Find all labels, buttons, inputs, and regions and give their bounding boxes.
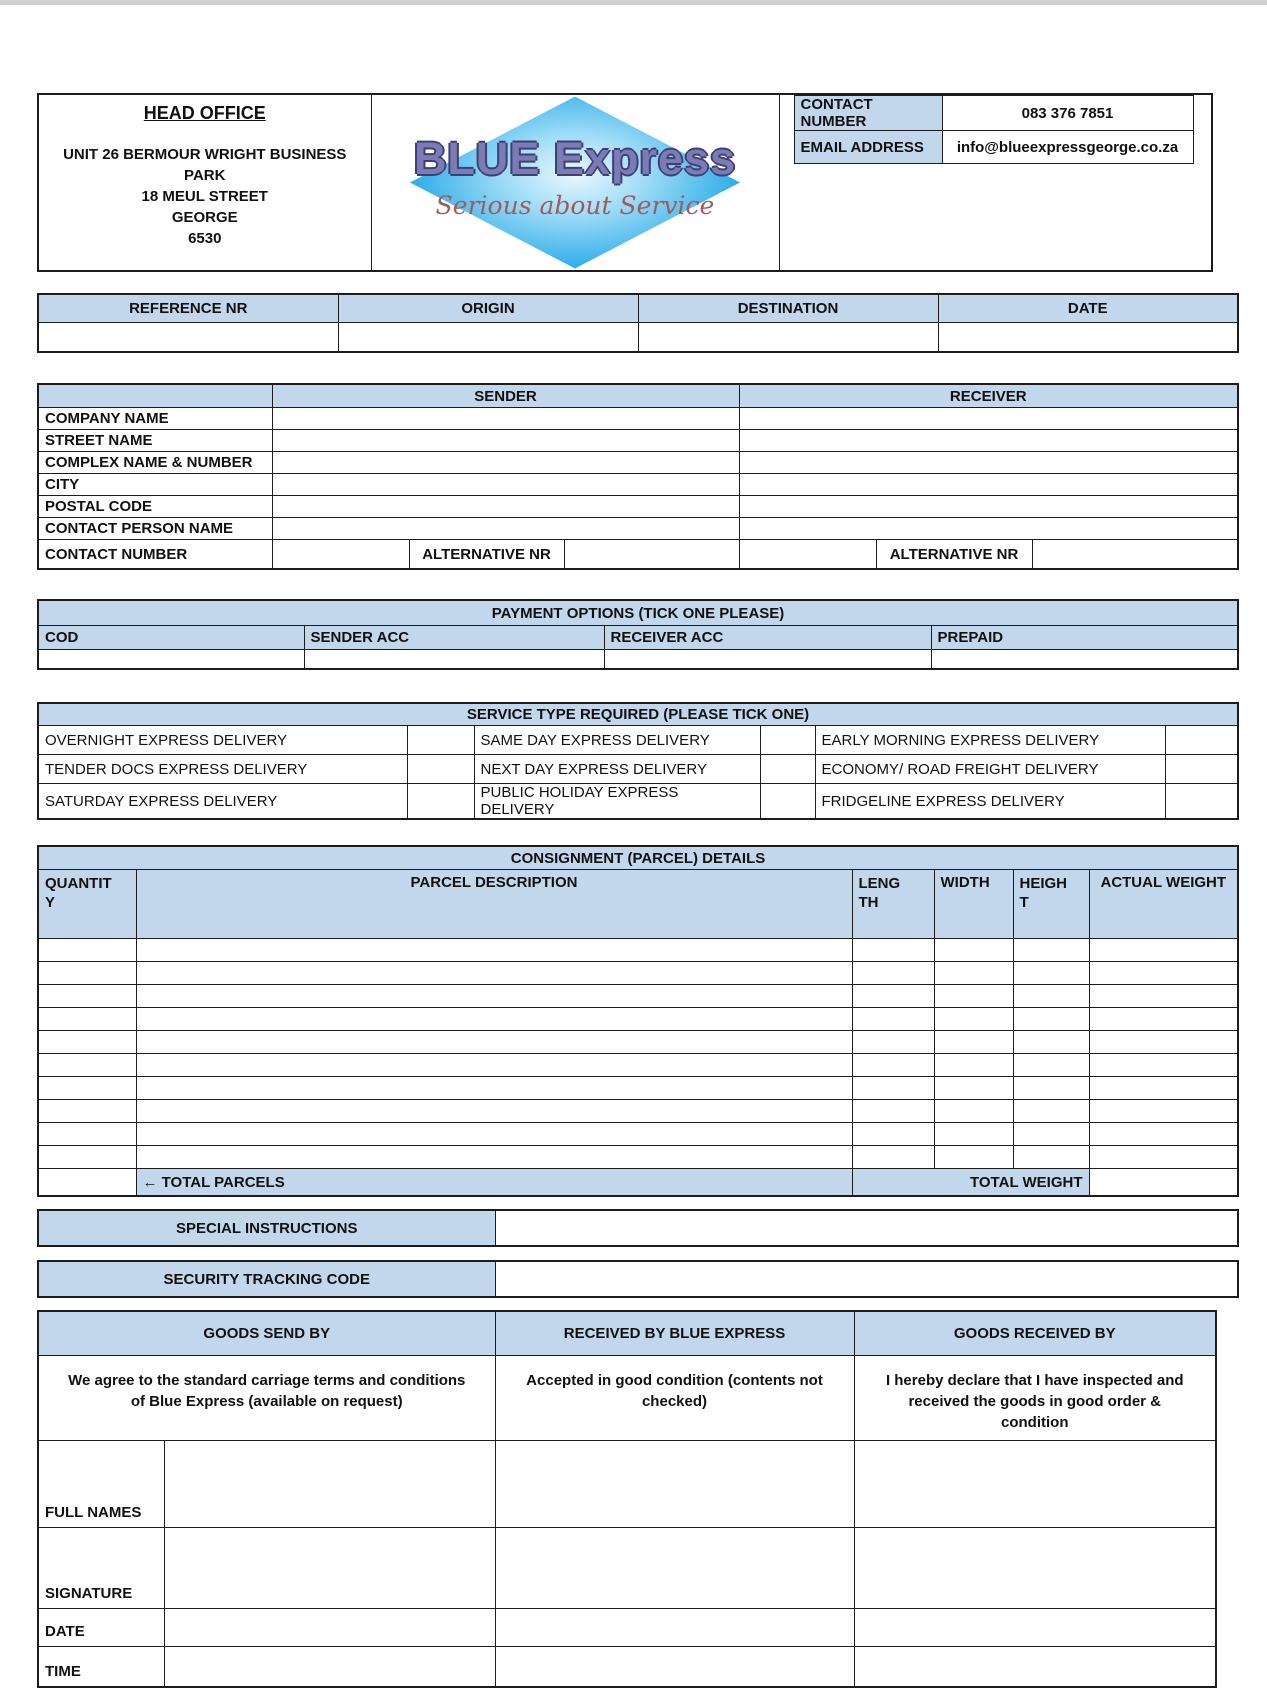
page-edge-strip	[0, 0, 1267, 5]
receiver-full-names-cell[interactable]	[854, 1441, 1216, 1528]
fridgeline-express-label: FRIDGELINE EXPRESS DELIVERY	[815, 784, 1165, 820]
address-line-2: 18 MEUL STREET	[141, 188, 268, 205]
receiver-header: RECEIVER	[739, 384, 1238, 408]
height-input-cell[interactable]	[1013, 1077, 1089, 1100]
saturday-express-label: SATURDAY EXPRESS DELIVERY	[38, 784, 407, 820]
actual-weight-input-cell[interactable]	[1089, 1008, 1238, 1031]
tender-docs-express-tick-cell[interactable]	[407, 755, 474, 784]
courier-signature-cell[interactable]	[495, 1528, 854, 1609]
quantity-input-cell[interactable]	[38, 1123, 136, 1146]
economy-road-freight-tick-cell[interactable]	[1165, 755, 1238, 784]
height-input-cell[interactable]	[1013, 985, 1089, 1008]
cod-label: COD	[38, 626, 304, 650]
receiver-contact-person-cell[interactable]	[739, 518, 1238, 540]
receiver-acc-tick-cell[interactable]	[604, 650, 931, 670]
service-type-table	[37, 702, 1239, 820]
consignment-row	[38, 1146, 1238, 1169]
receiver-alternative-nr-label: ALTERNATIVE NR	[876, 540, 1032, 570]
header-table	[37, 93, 1213, 272]
public-holiday-express-tick-cell[interactable]	[760, 784, 815, 820]
courier-acceptance-statement: Accepted in good condition (contents not checked)	[495, 1356, 854, 1441]
special-instructions-table	[37, 1209, 1239, 1247]
quantity-input-cell[interactable]	[38, 1077, 136, 1100]
goods-send-by-header: GOODS SEND BY	[38, 1311, 495, 1356]
actual-weight-input-cell[interactable]	[1089, 1146, 1238, 1169]
actual-weight-input-cell[interactable]	[1089, 1054, 1238, 1077]
same-day-express-tick-cell[interactable]	[760, 726, 815, 755]
quantity-input-cell[interactable]	[38, 1146, 136, 1169]
quantity-input-cell[interactable]	[38, 939, 136, 962]
prepaid-label: PREPAID	[931, 626, 1238, 650]
same-day-express-label: SAME DAY EXPRESS DELIVERY	[474, 726, 760, 755]
sender-signature-cell[interactable]	[164, 1528, 495, 1609]
length-input-cell[interactable]	[852, 1123, 934, 1146]
consignment-row	[38, 1054, 1238, 1077]
special-instructions-label: SPECIAL INSTRUCTIONS	[38, 1210, 495, 1246]
length-header: LENGTH	[852, 870, 934, 939]
width-input-cell[interactable]	[934, 1054, 1013, 1077]
receiver-declaration-statement: I hereby declare that I have inspected and received the goods in good order & condition	[854, 1356, 1216, 1441]
consignment-row	[38, 962, 1238, 985]
width-input-cell[interactable]	[934, 1077, 1013, 1100]
length-input-cell[interactable]	[852, 962, 934, 985]
parcel-description-input-cell[interactable]	[136, 962, 852, 985]
length-input-cell[interactable]	[852, 1008, 934, 1031]
sender-header: SENDER	[272, 384, 739, 408]
length-input-cell[interactable]	[852, 939, 934, 962]
sender-full-names-cell[interactable]	[164, 1441, 495, 1528]
width-input-cell[interactable]	[934, 962, 1013, 985]
actual-weight-input-cell[interactable]	[1089, 962, 1238, 985]
consignment-title: CONSIGNMENT (PARCEL) DETAILS	[38, 846, 1238, 870]
company-logo	[371, 94, 779, 271]
date-input-cell[interactable]	[938, 323, 1238, 353]
saturday-express-tick-cell[interactable]	[407, 784, 474, 820]
consignment-row	[38, 1123, 1238, 1146]
actual-weight-input-cell[interactable]	[1089, 1031, 1238, 1054]
actual-weight-input-cell[interactable]	[1089, 985, 1238, 1008]
parcel-description-header: PARCEL DESCRIPTION	[136, 870, 852, 939]
contact-number-label: CONTACT NUMBER	[794, 96, 942, 131]
economy-road-freight-label: ECONOMY/ ROAD FREIGHT DELIVERY	[815, 755, 1165, 784]
origin-header: ORIGIN	[338, 294, 638, 323]
width-input-cell[interactable]	[934, 1100, 1013, 1123]
head-office-cell	[38, 94, 371, 271]
length-input-cell[interactable]	[852, 1054, 934, 1077]
contact-number-row-label: CONTACT NUMBER	[38, 540, 272, 570]
street-name-label: STREET NAME	[38, 430, 272, 452]
quantity-header: QUANTITY	[38, 870, 136, 939]
height-input-cell[interactable]	[1013, 1031, 1089, 1054]
sender-company-name-cell[interactable]	[272, 408, 739, 430]
width-input-cell[interactable]	[934, 1031, 1013, 1054]
height-input-cell[interactable]	[1013, 939, 1089, 962]
logo-tagline-text: Serious about Service	[435, 191, 715, 220]
security-tracking-input-cell[interactable]	[495, 1261, 1238, 1297]
receiver-company-name-cell[interactable]	[739, 408, 1238, 430]
consignment-row	[38, 1100, 1238, 1123]
complex-name-label: COMPLEX NAME & NUMBER	[38, 452, 272, 474]
sender-alternative-nr-cell[interactable]	[564, 540, 739, 570]
company-name-label: COMPANY NAME	[38, 408, 272, 430]
quantity-input-cell[interactable]	[38, 985, 136, 1008]
height-header: HEIGHT	[1013, 870, 1089, 939]
height-input-cell[interactable]	[1013, 1100, 1089, 1123]
parties-corner-cell	[38, 384, 272, 408]
height-input-cell[interactable]	[1013, 1008, 1089, 1031]
quantity-input-cell[interactable]	[38, 1008, 136, 1031]
origin-input-cell[interactable]	[338, 323, 638, 353]
receiver-city-cell[interactable]	[739, 474, 1238, 496]
parcel-description-input-cell[interactable]	[136, 1077, 852, 1100]
prepaid-tick-cell[interactable]	[931, 650, 1238, 670]
time-label: TIME	[38, 1647, 164, 1688]
actual-weight-input-cell[interactable]	[1089, 1077, 1238, 1100]
sender-receiver-table	[37, 383, 1239, 570]
receiver-signature-cell[interactable]	[854, 1528, 1216, 1609]
overnight-express-label: OVERNIGHT EXPRESS DELIVERY	[38, 726, 407, 755]
logo-brand-text: BLUE Express	[413, 133, 737, 184]
address-line-4: 6530	[188, 230, 222, 247]
consignment-row	[38, 1031, 1238, 1054]
courier-date-cell[interactable]	[495, 1609, 854, 1647]
actual-weight-header: ACTUAL WEIGHT	[1089, 870, 1238, 939]
length-input-cell[interactable]	[852, 1077, 934, 1100]
fridgeline-express-tick-cell[interactable]	[1165, 784, 1238, 820]
public-holiday-express-label: PUBLIC HOLIDAY EXPRESS DELIVERY	[474, 784, 760, 820]
header-contact-cell	[779, 94, 1212, 271]
security-tracking-table	[37, 1260, 1239, 1298]
sender-acc-tick-cell[interactable]	[304, 650, 604, 670]
next-day-express-label: NEXT DAY EXPRESS DELIVERY	[474, 755, 760, 784]
sender-terms-statement: We agree to the standard carriage terms and conditions of Blue Express (available on request)	[38, 1356, 495, 1441]
receiver-alternative-nr-cell[interactable]	[1032, 540, 1238, 570]
width-input-cell[interactable]	[934, 1123, 1013, 1146]
parcel-description-input-cell[interactable]	[136, 1054, 852, 1077]
courier-full-names-cell[interactable]	[495, 1441, 854, 1528]
city-label: CITY	[38, 474, 272, 496]
consignment-row	[38, 985, 1238, 1008]
waybill-form	[37, 93, 1237, 1688]
quantity-input-cell[interactable]	[38, 1100, 136, 1123]
receiver-acc-label: RECEIVER ACC	[604, 626, 931, 650]
receiver-postal-code-cell[interactable]	[739, 496, 1238, 518]
width-input-cell[interactable]	[934, 1146, 1013, 1169]
receiver-street-name-cell[interactable]	[739, 430, 1238, 452]
actual-weight-input-cell[interactable]	[1089, 1123, 1238, 1146]
width-header: WIDTH	[934, 870, 1013, 939]
total-weight-label: TOTAL WEIGHT	[852, 1169, 1089, 1197]
reference-nr-input-cell[interactable]	[38, 323, 338, 353]
tender-docs-express-label: TENDER DOCS EXPRESS DELIVERY	[38, 755, 407, 784]
receiver-contact-number-cell[interactable]	[739, 540, 876, 570]
full-names-label: FULL NAMES	[38, 1441, 164, 1528]
sender-postal-code-cell[interactable]	[272, 496, 739, 518]
sender-contact-person-cell[interactable]	[272, 518, 739, 540]
sender-alternative-nr-label: ALTERNATIVE NR	[409, 540, 564, 570]
sender-date-cell[interactable]	[164, 1609, 495, 1647]
quantity-input-cell[interactable]	[38, 1054, 136, 1077]
length-input-cell[interactable]	[852, 1100, 934, 1123]
length-input-cell[interactable]	[852, 1031, 934, 1054]
width-input-cell[interactable]	[934, 939, 1013, 962]
goods-received-by-header: GOODS RECEIVED BY	[854, 1311, 1216, 1356]
early-morning-express-tick-cell[interactable]	[1165, 726, 1238, 755]
received-by-blue-express-header: RECEIVED BY BLUE EXPRESS	[495, 1311, 854, 1356]
length-input-cell[interactable]	[852, 985, 934, 1008]
parcel-description-input-cell[interactable]	[136, 1123, 852, 1146]
total-weight-input-cell[interactable]	[1089, 1169, 1238, 1197]
receiver-time-cell[interactable]	[854, 1647, 1216, 1688]
parcel-description-input-cell[interactable]	[136, 985, 852, 1008]
courier-time-cell[interactable]	[495, 1647, 854, 1688]
cod-tick-cell[interactable]	[38, 650, 304, 670]
total-parcels-input-cell[interactable]	[38, 1169, 136, 1197]
parcel-description-input-cell[interactable]	[136, 1146, 852, 1169]
consignment-row	[38, 939, 1238, 962]
sender-city-cell[interactable]	[272, 474, 739, 496]
actual-weight-input-cell[interactable]	[1089, 1100, 1238, 1123]
destination-header: DESTINATION	[638, 294, 938, 323]
payment-options-title: PAYMENT OPTIONS (TICK ONE PLEASE)	[38, 600, 1238, 626]
length-input-cell[interactable]	[852, 1146, 934, 1169]
special-instructions-input-cell[interactable]	[495, 1210, 1238, 1246]
sender-contact-number-cell[interactable]	[272, 540, 409, 570]
date-label: DATE	[38, 1609, 164, 1647]
quantity-input-cell[interactable]	[38, 1031, 136, 1054]
address-line-1: UNIT 26 BERMOUR WRIGHT BUSINESS PARK	[63, 146, 347, 184]
sender-complex-name-cell[interactable]	[272, 452, 739, 474]
receiver-complex-name-cell[interactable]	[739, 452, 1238, 474]
height-input-cell[interactable]	[1013, 1054, 1089, 1077]
early-morning-express-label: EARLY MORNING EXPRESS DELIVERY	[815, 726, 1165, 755]
parcel-description-input-cell[interactable]	[136, 1008, 852, 1031]
date-header: DATE	[938, 294, 1238, 323]
contact-number-value: 083 376 7851	[942, 96, 1193, 131]
consignment-table	[37, 845, 1239, 1197]
width-input-cell[interactable]	[934, 1008, 1013, 1031]
width-input-cell[interactable]	[934, 985, 1013, 1008]
contact-person-label: CONTACT PERSON NAME	[38, 518, 272, 540]
receiver-date-cell[interactable]	[854, 1609, 1216, 1647]
parcel-description-input-cell[interactable]	[136, 1100, 852, 1123]
actual-weight-input-cell[interactable]	[1089, 939, 1238, 962]
postal-code-label: POSTAL CODE	[38, 496, 272, 518]
reference-nr-header: REFERENCE NR	[38, 294, 338, 323]
consignment-row	[38, 1077, 1238, 1100]
payment-options-table	[37, 599, 1239, 670]
height-input-cell[interactable]	[1013, 962, 1089, 985]
consignment-row	[38, 1008, 1238, 1031]
quantity-input-cell[interactable]	[38, 962, 136, 985]
sender-acc-label: SENDER ACC	[304, 626, 604, 650]
parcel-description-input-cell[interactable]	[136, 939, 852, 962]
contact-subtable	[794, 95, 1194, 164]
parcel-description-input-cell[interactable]	[136, 1031, 852, 1054]
head-office-title: HEAD OFFICE	[143, 103, 266, 123]
signature-label: SIGNATURE	[38, 1528, 164, 1609]
next-day-express-tick-cell[interactable]	[760, 755, 815, 784]
sender-time-cell[interactable]	[164, 1647, 495, 1688]
sender-street-name-cell[interactable]	[272, 430, 739, 452]
security-tracking-label: SECURITY TRACKING CODE	[38, 1261, 495, 1297]
total-parcels-label: ← TOTAL PARCELS	[136, 1169, 852, 1197]
email-address-label: EMAIL ADDRESS	[794, 131, 942, 164]
height-input-cell[interactable]	[1013, 1146, 1089, 1169]
service-type-title: SERVICE TYPE REQUIRED (PLEASE TICK ONE)	[38, 703, 1238, 726]
destination-input-cell[interactable]	[638, 323, 938, 353]
overnight-express-tick-cell[interactable]	[407, 726, 474, 755]
address-line-3: GEORGE	[171, 209, 238, 226]
signoff-table	[37, 1310, 1217, 1688]
height-input-cell[interactable]	[1013, 1123, 1089, 1146]
reference-table	[37, 293, 1239, 353]
email-address-value: info@blueexpressgeorge.co.za	[942, 131, 1193, 164]
